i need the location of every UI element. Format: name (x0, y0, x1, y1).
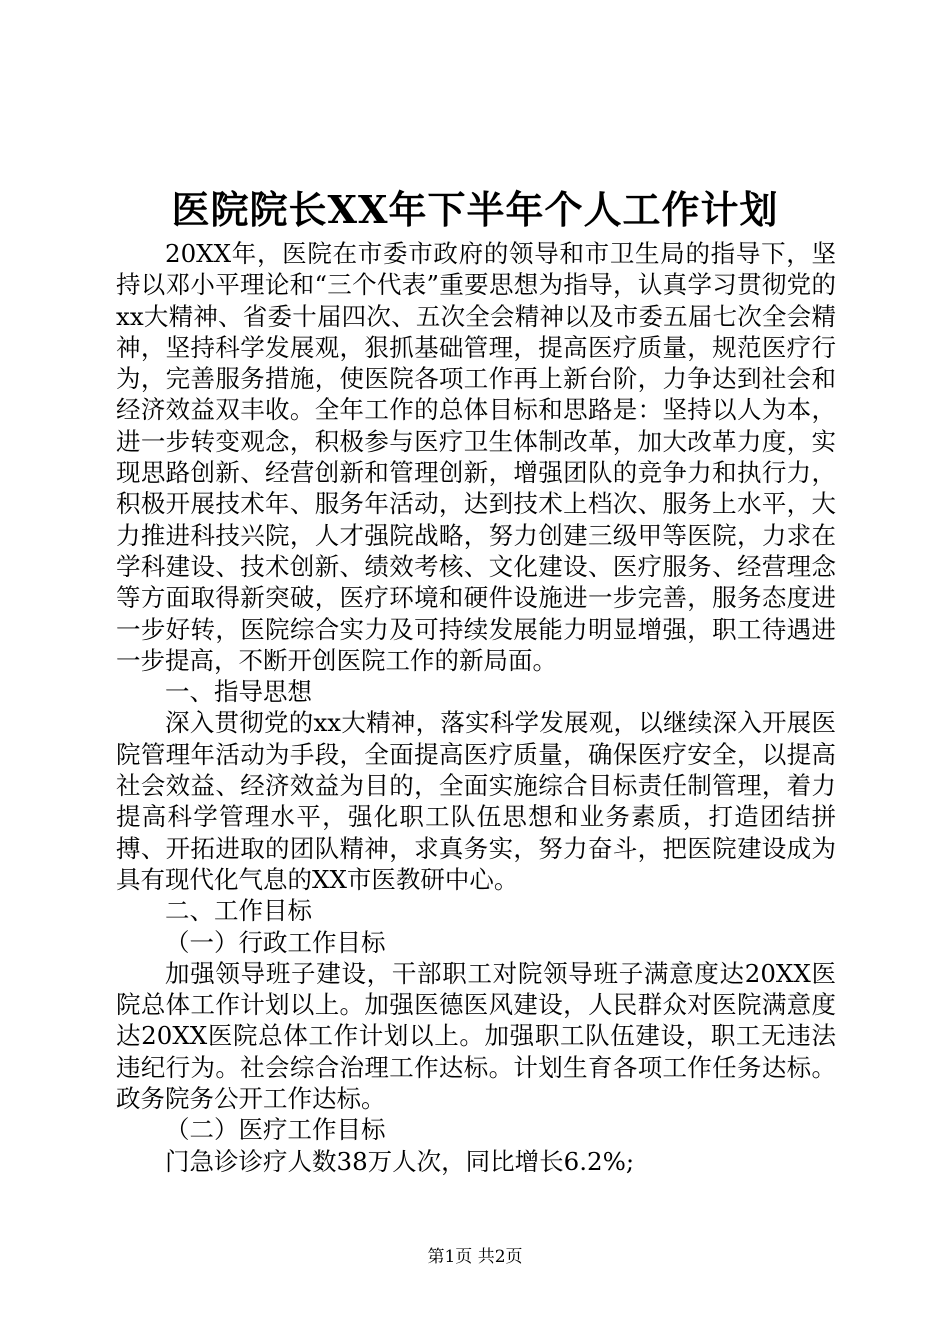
section-heading-guiding-thought: 一、指导思想 (165, 677, 312, 707)
document-title: 医院院长XX年下半年个人工作计划 (171, 187, 779, 232)
intro-paragraph: 20XX年，医院在市委市政府的领导和市卫生局的指导下，坚持以邓小平理论和“三个代表”重要思想为指导，认真学习贯彻党的xx大精神、省委十届四次、五次全会精神以及市委五届七次全会精神，坚持科学发展观，狠抓基础管理，提高医疗质量，规范医疗行为，完善服务措施，使医院各项工作再上新台阶，力争达到社会和经济效益双丰收。全年工作的总体目标和思路是：坚持以人为本，进一步转变观念，积极参与医疗卫生体制改革，加大改革力度，实现思路创新、经营创新和管理创新，增强团队的竞争力和执行力，积极开展技术年、服务年活动，达到技术上档次、服务上水平，大力推进科技兴院，人才强院战略，努力创建三级甲等医院，力求在学科建设、技术创新、绩效考核、文化建设、医疗服务、经营理念等方面取得新突破，医疗环境和硬件设施进一步完善，服务态度进一步好转，医院综合实力及可持续发展能力明显增强，职工待遇进一步提高，不断开创医院工作的新局面。 (116, 239, 836, 675)
guiding-thought-paragraph: 深入贯彻党的xx大精神，落实科学发展观，以继续深入开展医院管理年活动为手段，全面提高医疗质量，确保医疗安全，以提高社会效益、经济效益为目的，全面实施综合目标责任制管理，着力提高科学管理水平，强化职工队伍思想和业务素质，打造团结拼搏、开拓进取的团队精神，求真务实，努力奋斗，把医院建设成为具有现代化气息的XX市医教研中心。 (116, 708, 836, 894)
medical-goals-paragraph: 门急诊诊疗人数38万人次，同比增长6.2%; (165, 1146, 635, 1176)
document-body (116, 238, 836, 1177)
section-heading-work-goals: 二、工作目标 (165, 896, 312, 926)
subheading-medical-goals: （二）医疗工作目标 (165, 1115, 386, 1145)
page-number-footer: 第1页 共2页 (427, 1247, 523, 1267)
subheading-admin-goals: （一）行政工作目标 (165, 927, 386, 957)
admin-goals-paragraph: 加强领导班子建设，干部职工对院领导班子满意度达20XX医院总体工作计划以上。加强医德医风建设，人民群众对医院满意度达20XX医院总体工作计划以上。加强职工队伍建设，职工无违法违纪行为。社会综合治理工作达标。计划生育各项工作任务达标。政务院务公开工作达标。 (116, 958, 836, 1114)
